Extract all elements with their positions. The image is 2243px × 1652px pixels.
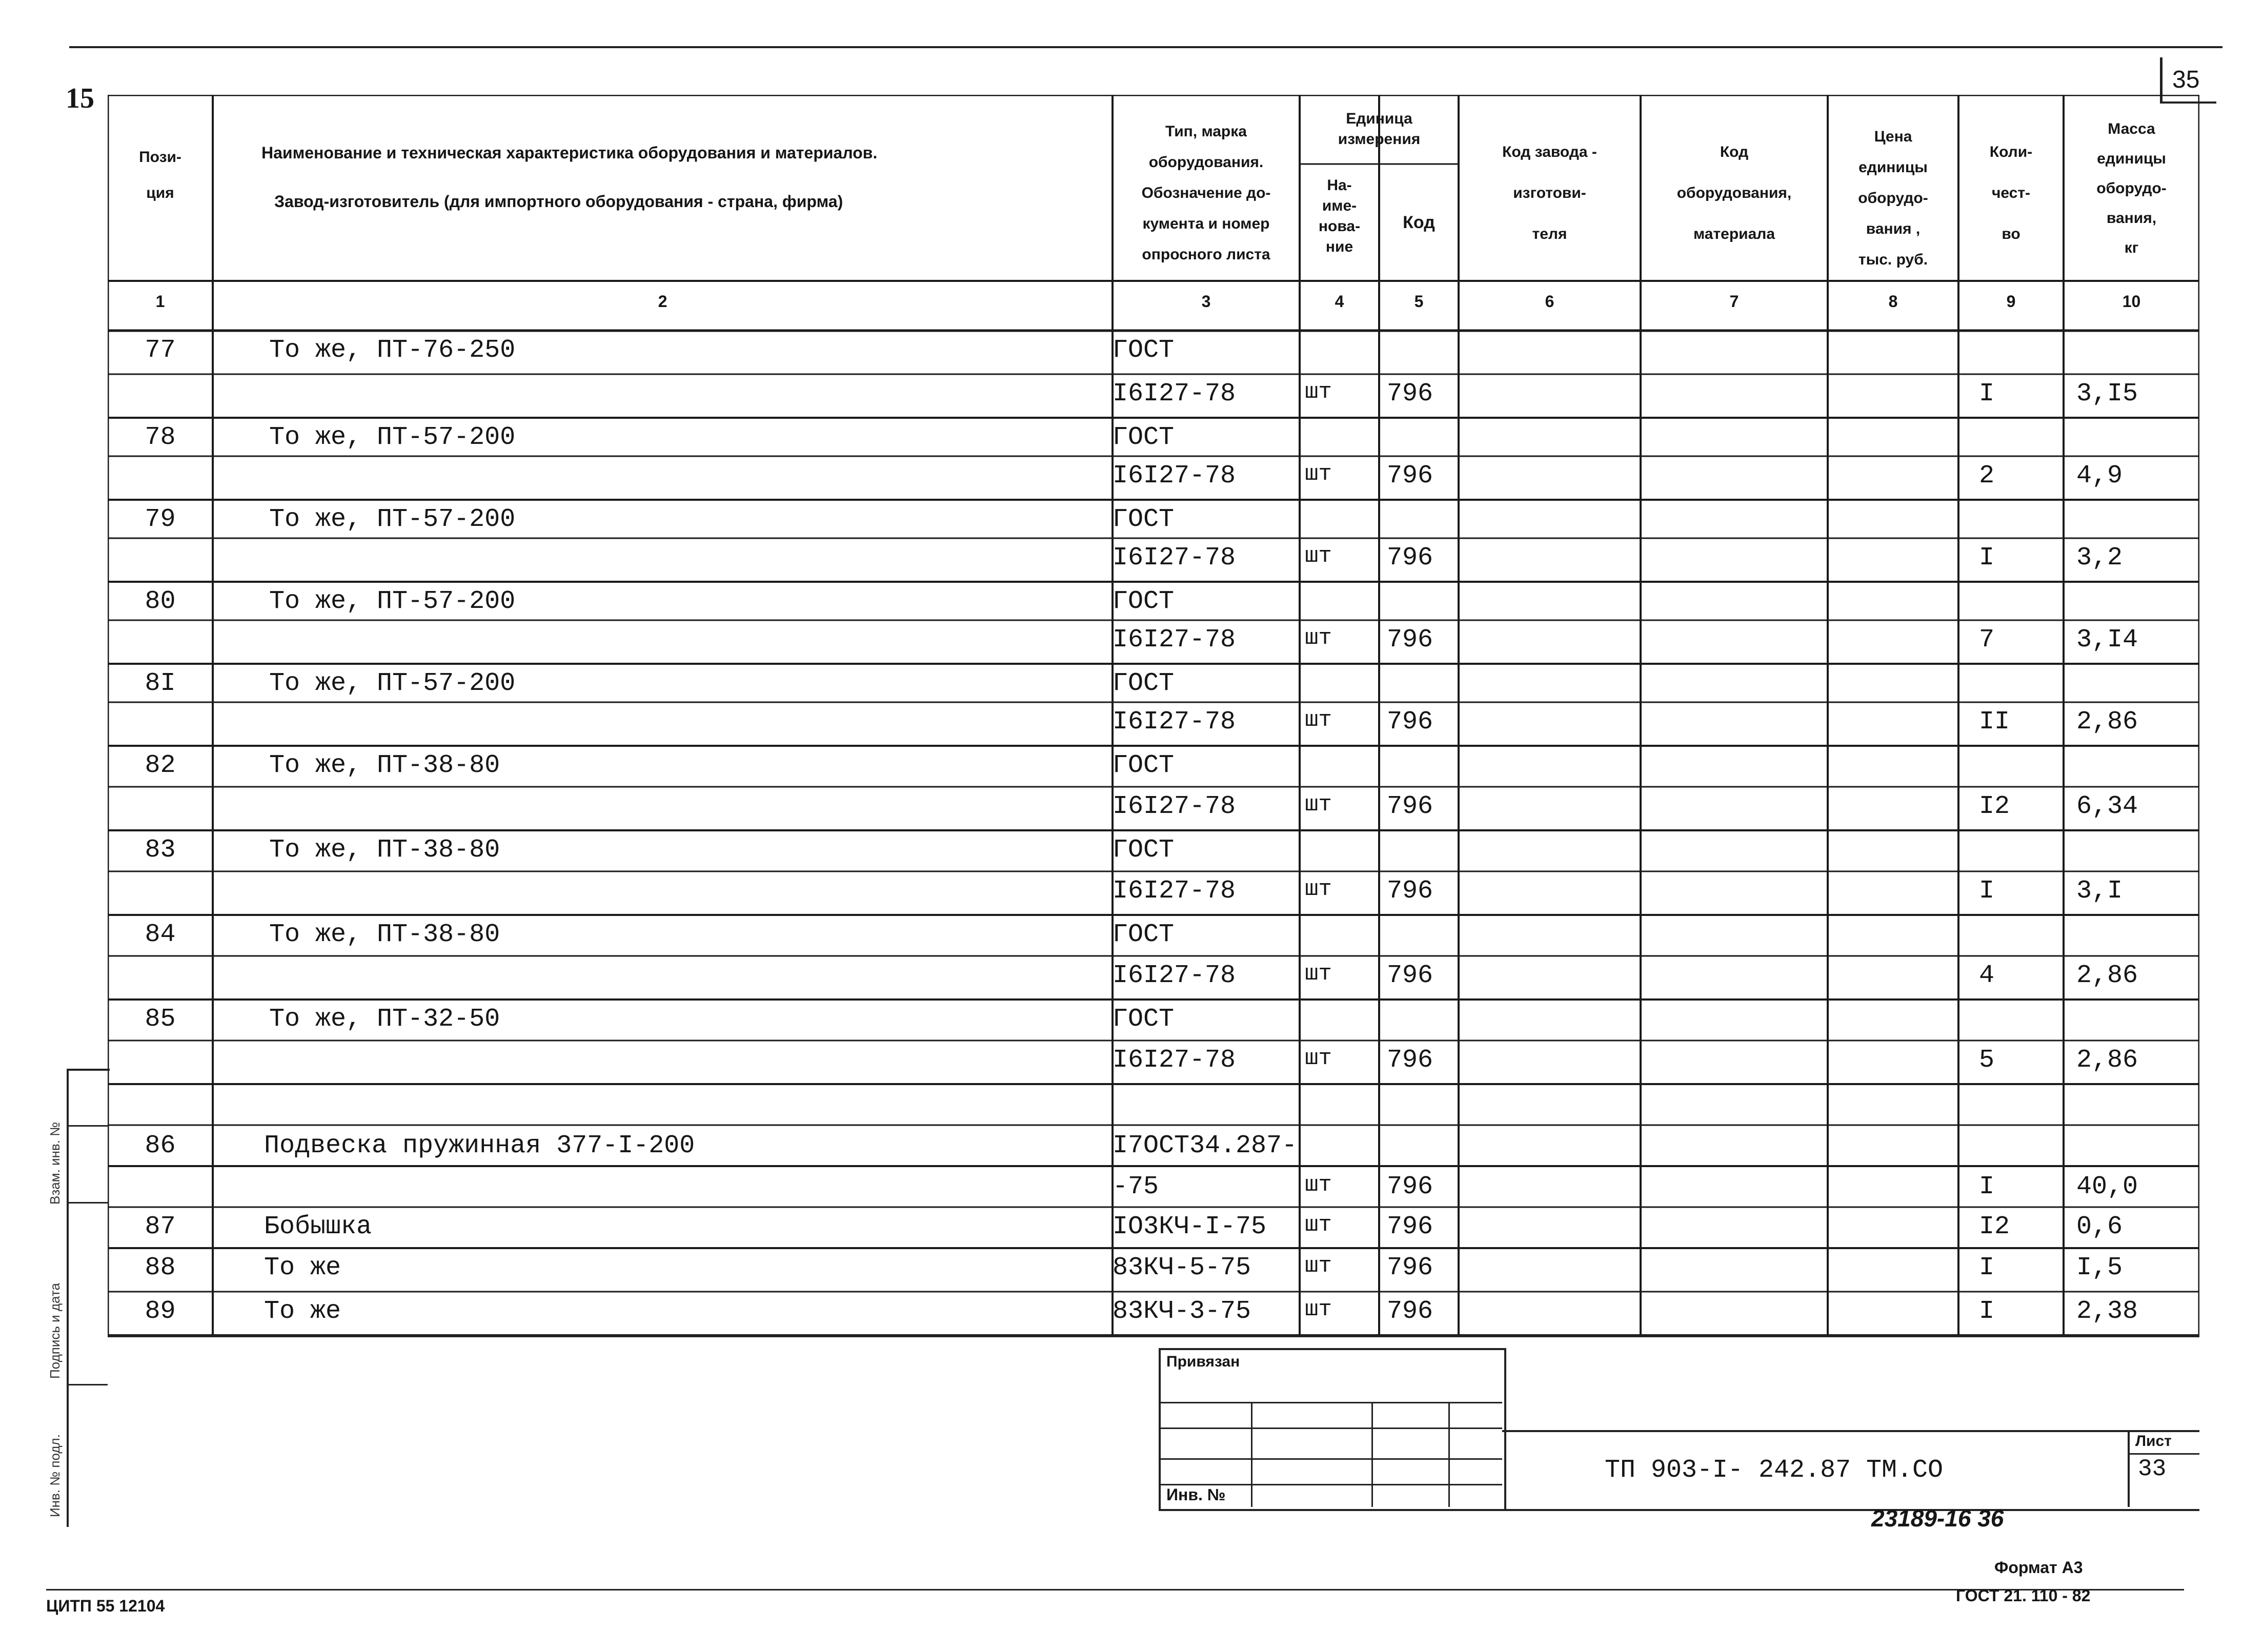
header-equipment-code: оборудования, [1676, 185, 1792, 201]
cell-mass: 2,86 [2076, 707, 2138, 737]
cell-unit: шт [1305, 543, 1332, 569]
cell-unit-code: 796 [1387, 961, 1433, 990]
cell-position: 89 [145, 1297, 176, 1326]
header-unit-mass: Масса [2108, 120, 2155, 137]
cell-unit: шт [1305, 625, 1332, 651]
cell-position: 80 [145, 587, 176, 616]
cell-unit: шт [1305, 961, 1332, 987]
cell-mass: 3,2 [2076, 543, 2123, 573]
column-number: 3 [1201, 292, 1211, 311]
header-unit-name: име- [1322, 197, 1357, 214]
stamp-line [1159, 1458, 1502, 1460]
cell-name: То же, ПТ-32-50 [269, 1005, 500, 1034]
cell-name: То же, ПТ-57-200 [269, 423, 516, 452]
cell-unit-code: 796 [1387, 1172, 1433, 1201]
cell-mass: 4,9 [2076, 461, 2123, 491]
cell-position: 83 [145, 835, 176, 865]
cell-unit-code: 796 [1387, 1046, 1433, 1075]
cell-mass: 3,I [2076, 876, 2123, 906]
cell-document: ГОСТ [1113, 920, 1175, 949]
cell-document: ГОСТ [1113, 1005, 1175, 1034]
cell-position: 84 [145, 920, 176, 949]
cell-document: ГОСТ [1113, 669, 1175, 698]
cell-position: 78 [145, 423, 176, 452]
cell-name: То же, ПТ-38-80 [269, 751, 500, 780]
cell-name: Бобышка [264, 1212, 372, 1241]
header-unit-mass: оборудо- [2096, 180, 2167, 197]
cell-mass: 3,I4 [2076, 625, 2138, 655]
cell-document: I6I27-78 [1113, 625, 1236, 655]
side-stamp-inv-original: Инв. № подл. [47, 1434, 63, 1517]
column-number: 4 [1335, 292, 1344, 311]
cell-document: I6I27-78 [1113, 379, 1236, 409]
cell-unit-code: 796 [1387, 1212, 1433, 1241]
header-type-mark: Обозначение до- [1141, 185, 1271, 201]
cell-name: То же [264, 1297, 341, 1326]
cell-unit: шт [1305, 876, 1332, 902]
cell-unit: шт [1305, 461, 1332, 487]
gost-label: ГОСТ 21. 110 - 82 [1956, 1586, 2091, 1605]
cell-name: То же, ПТ-57-200 [269, 587, 516, 616]
stamp-vline [1251, 1402, 1252, 1507]
inv-number-label: Инв. № [1166, 1485, 1226, 1504]
stamp-line [1159, 1402, 1502, 1403]
cell-unit: шт [1305, 1046, 1332, 1071]
sheet-box-divider [2128, 1430, 2130, 1507]
cell-document: I7ОСТ34.287- [1113, 1131, 1298, 1160]
cell-mass: 2,86 [2076, 961, 2138, 990]
sheet-number: 33 [2138, 1456, 2167, 1482]
page-number: 35 [2172, 66, 2200, 93]
header-name-line2: Завод-изготовитель (для импортного оборудования - страна, фирма) [274, 192, 843, 211]
header-quantity: Коли- [1989, 144, 2033, 160]
cell-position: 87 [145, 1212, 176, 1241]
cell-unit-code: 796 [1387, 1253, 1433, 1282]
cell-unit-code: 796 [1387, 876, 1433, 906]
attached-label: Привязан [1166, 1353, 1240, 1370]
cell-quantity: 7 [1979, 625, 1995, 655]
cell-quantity: I [1979, 543, 1995, 573]
header-quantity: во [2002, 226, 2020, 242]
cell-document: ГОСТ [1113, 423, 1175, 452]
cell-document: I6I27-78 [1113, 461, 1236, 491]
cell-quantity: 2 [1979, 461, 1995, 491]
cell-unit: шт [1305, 1253, 1332, 1279]
cell-unit-code: 796 [1387, 461, 1433, 491]
header-unit-price: вания , [1866, 220, 1921, 237]
header-unit-mass: единицы [2097, 150, 2166, 167]
header-name-line1: Наименование и техническая характеристика оборудования и материалов. [261, 144, 878, 162]
header-equipment-code: Код [1720, 144, 1749, 160]
cell-quantity: I [1979, 1172, 1995, 1201]
stamp-vline [1371, 1402, 1373, 1507]
cell-document: ГОСТ [1113, 835, 1175, 865]
side-stamp-divider [67, 1125, 108, 1127]
header-position: ция [146, 185, 174, 201]
cell-unit-code: 796 [1387, 792, 1433, 821]
header-type-mark: оборудования. [1148, 154, 1264, 171]
cell-name: То же, ПТ-57-200 [269, 669, 516, 698]
header-unit-price: оборудо- [1858, 190, 1928, 207]
header-unit-price: единицы [1858, 159, 1928, 176]
document-code: ТМ.СО [1866, 1456, 1944, 1485]
cell-unit: шт [1305, 792, 1332, 818]
cell-quantity: 5 [1979, 1046, 1995, 1075]
side-stamp-sign-date: Подпись и дата [47, 1282, 63, 1379]
column-number: 2 [658, 292, 668, 311]
header-unit-name: На- [1327, 177, 1352, 194]
cell-quantity: I [1979, 1253, 1995, 1282]
cell-quantity: I2 [1979, 792, 2010, 821]
column-number: 5 [1414, 292, 1424, 311]
side-stamp-divider [67, 1202, 108, 1204]
cell-quantity: I2 [1979, 1212, 2010, 1241]
cell-mass: 40,0 [2076, 1172, 2138, 1201]
cell-document: I6I27-78 [1113, 707, 1236, 737]
cell-document: I6I27-78 [1113, 961, 1236, 990]
side-stamp-divider [67, 1384, 108, 1385]
cell-document: I6I27-78 [1113, 792, 1236, 821]
header-unit-price: тыс. руб. [1858, 251, 1928, 268]
handwritten-number: 23189-16 36 [1871, 1505, 2004, 1532]
sheet-label: Лист [2135, 1433, 2172, 1450]
cell-unit-code: 796 [1387, 625, 1433, 655]
header-factory-code: теля [1532, 226, 1567, 242]
cell-document: ГОСТ [1113, 751, 1175, 780]
stamp-vline [1448, 1402, 1450, 1507]
header-unit-group: Единица [1346, 110, 1412, 127]
column-number: 9 [2006, 292, 2016, 311]
side-stamp-replaced-inv: Взам. инв. № [47, 1121, 63, 1205]
cell-quantity: 4 [1979, 961, 1995, 990]
cell-unit: шт [1305, 379, 1332, 405]
column-number: 7 [1729, 292, 1739, 311]
corner-mark: 15 [66, 83, 94, 114]
column-number: 10 [2122, 292, 2141, 311]
cell-document: 83КЧ-3-75 [1113, 1297, 1251, 1326]
cell-unit-code: 796 [1387, 379, 1433, 409]
cell-unit: шт [1305, 1212, 1332, 1238]
cell-name: То же, ПТ-57-200 [269, 505, 516, 534]
header-unit-name: нова- [1318, 218, 1361, 235]
cell-unit: шт [1305, 1172, 1332, 1198]
header-unit-price: Цена [1874, 128, 1912, 145]
header-position: Пози- [139, 149, 181, 166]
header-unit-code: Код [1403, 213, 1435, 232]
footer-rule [46, 1589, 2184, 1590]
cell-quantity: I [1979, 876, 1995, 906]
left-code-label: ЦИТП 55 12104 [46, 1597, 165, 1615]
column-number: 6 [1545, 292, 1554, 311]
title-block-top-rule [108, 1335, 2199, 1337]
cell-document: ГОСТ [1113, 505, 1175, 534]
cell-unit-code: 796 [1387, 543, 1433, 573]
header-factory-code: изготови- [1513, 185, 1586, 201]
cell-unit: шт [1305, 707, 1332, 733]
cell-position: 79 [145, 505, 176, 534]
cell-name: То же, ПТ-38-80 [269, 835, 500, 865]
cell-mass: 2,86 [2076, 1046, 2138, 1075]
column-number: 1 [155, 292, 165, 311]
cell-unit-code: 796 [1387, 1297, 1433, 1326]
sheet-top-rule [69, 46, 2222, 48]
sheet-box-line [2128, 1453, 2199, 1455]
cell-position: 77 [145, 336, 176, 365]
cell-unit: шт [1305, 1297, 1332, 1322]
cell-name: То же [264, 1253, 341, 1282]
cell-position: 88 [145, 1253, 176, 1282]
format-label: Формат А3 [1994, 1558, 2083, 1577]
column-number: 8 [1888, 292, 1898, 311]
cell-mass: 6,34 [2076, 792, 2138, 821]
cell-document: IО3КЧ-I-75 [1113, 1212, 1267, 1241]
cell-mass: 0,6 [2076, 1212, 2123, 1241]
cell-document: ГОСТ [1113, 587, 1175, 616]
cell-position: 82 [145, 751, 176, 780]
cell-document: I6I27-78 [1113, 1046, 1236, 1075]
cell-name: Подвеска пружинная 377-I-200 [264, 1131, 695, 1160]
document-designation: ТП 903-I- 242.87 [1605, 1456, 1851, 1485]
header-factory-code: Код завода - [1502, 144, 1597, 160]
cell-position: 86 [145, 1131, 176, 1160]
cell-mass: I,5 [2076, 1253, 2123, 1282]
cell-quantity: II [1979, 707, 2010, 737]
header-type-mark: кумента и номер [1142, 215, 1270, 232]
side-stamp-frame [67, 1069, 110, 1527]
header-type-mark: Тип, марка [1165, 123, 1247, 140]
header-type-mark: опросного листа [1142, 246, 1270, 263]
cell-position: 8I [145, 669, 176, 698]
cell-quantity: I [1979, 1297, 1995, 1326]
cell-name: То же, ПТ-76-250 [269, 336, 516, 365]
header-equipment-code: материала [1693, 226, 1775, 242]
header-unit-group: измерения [1338, 131, 1421, 148]
header-quantity: чест- [1991, 185, 2031, 201]
cell-document: I6I27-78 [1113, 876, 1236, 906]
cell-name: То же, ПТ-38-80 [269, 920, 500, 949]
header-unit-name: ние [1325, 238, 1353, 255]
header-unit-mass: кг [2124, 239, 2139, 256]
cell-document: ГОСТ [1113, 336, 1175, 365]
cell-mass: 2,38 [2076, 1297, 2138, 1326]
cell-document: -75 [1113, 1172, 1159, 1201]
stamp-line [1159, 1427, 1502, 1429]
cell-unit-code: 796 [1387, 707, 1433, 737]
cell-document: I6I27-78 [1113, 543, 1236, 573]
cell-position: 85 [145, 1005, 176, 1034]
cell-quantity: I [1979, 379, 1995, 409]
header-unit-mass: вания, [2106, 210, 2157, 227]
cell-mass: 3,I5 [2076, 379, 2138, 409]
cell-document: 83КЧ-5-75 [1113, 1253, 1251, 1282]
